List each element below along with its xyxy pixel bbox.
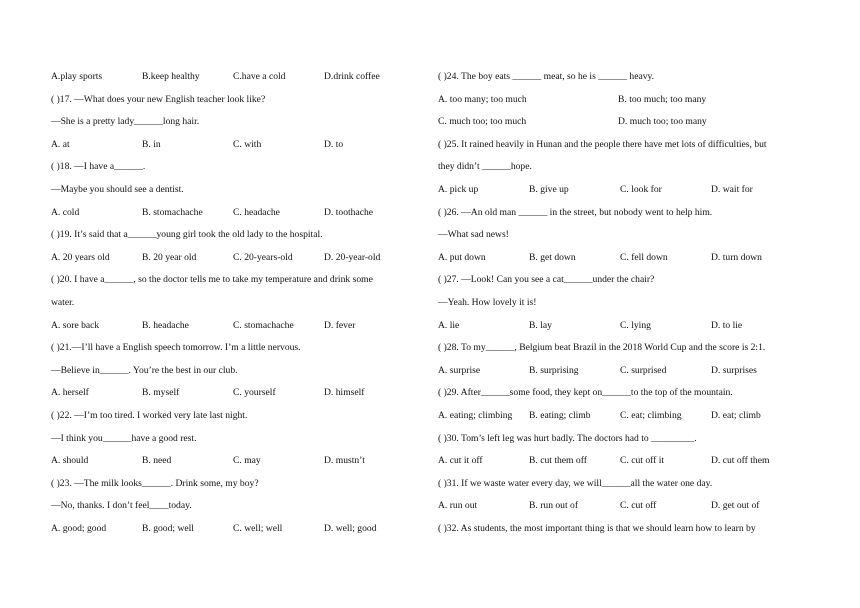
options-row <box>438 247 810 270</box>
question-line <box>438 382 810 405</box>
options-row <box>438 450 810 473</box>
answer-option: D. to <box>324 138 344 150</box>
answer-option: C. cut off <box>620 500 657 512</box>
line-text: ( )25. It rained heavily in Hunan and the people there have met lots of difficulties, but <box>438 138 767 150</box>
answer-option: B.keep healthy <box>142 71 200 82</box>
line-text: water. <box>51 296 75 308</box>
line-text: ( )19. It’s said that a______young girl took the old lady to the hospital. <box>51 229 323 241</box>
options-row <box>51 247 426 270</box>
options-row <box>51 518 426 541</box>
answer-option: D. to lie <box>711 319 743 331</box>
answer-option: D. get out of <box>711 500 760 512</box>
answer-option: C. cut off it <box>620 455 665 467</box>
text-line <box>438 292 810 315</box>
answer-option: A. lie <box>438 319 460 331</box>
answer-option: A. surprise <box>438 364 481 376</box>
line-text: —No, thanks. I don’t feel____today. <box>51 500 192 512</box>
answer-option: D. much too; too many <box>618 116 707 128</box>
line-text: ( )21.—I’ll have a English speech tomorrow. I’m a little nervous. <box>51 342 301 354</box>
answer-option: D. eat; climb <box>711 409 761 421</box>
answer-option: D. surprises <box>711 364 757 376</box>
question-line <box>438 202 810 225</box>
line-text: —Yeah. How lovely it is! <box>438 296 537 308</box>
answer-option: A. pick up <box>438 183 479 195</box>
line-text: ( )17. —What does your new English teacher look like? <box>51 93 266 105</box>
text-line <box>438 156 810 179</box>
options-row <box>51 382 426 405</box>
answer-option: A. run out <box>438 500 478 512</box>
answer-option: C. look for <box>620 183 662 195</box>
answer-option: D. turn down <box>711 251 762 263</box>
question-line <box>438 518 810 541</box>
text-line <box>51 360 426 383</box>
line-text: —Maybe you should see a dentist. <box>51 183 184 195</box>
answer-option: B. good; well <box>142 522 194 534</box>
line-text: ( )27. —Look! Can you see a cat______under the chair? <box>438 274 655 286</box>
text-line <box>51 292 426 315</box>
question-line <box>51 405 426 428</box>
line-text: they didn’t ______hope. <box>438 161 532 173</box>
options-row <box>51 450 426 473</box>
answer-option: A. good; good <box>51 522 107 534</box>
options-row <box>438 405 810 428</box>
answer-option: D. 20-year-old <box>324 251 381 263</box>
answer-option: C. fell down <box>620 251 668 263</box>
answer-option: A. eating; climbing <box>438 409 513 421</box>
answer-option: B. give up <box>529 183 569 195</box>
options-row <box>438 89 810 112</box>
answer-option: C. much too; too much <box>438 116 527 128</box>
answer-option: B. surprising <box>529 364 579 376</box>
answer-option: A. cut it off <box>438 455 483 467</box>
answer-option: A. should <box>51 455 89 467</box>
answer-option: B. 20 year old <box>142 251 197 263</box>
line-text: ( )30. Tom’s left leg was hurt badly. The doctors had to _________. <box>438 432 697 444</box>
answer-option: C. 20-years-old <box>233 251 293 263</box>
line-text: ( )31. If we waste water every day, we will______all the water one day. <box>438 477 713 489</box>
question-line <box>51 89 426 112</box>
answer-option: A. at <box>51 138 70 150</box>
answer-option: A. 20 years old <box>51 251 110 263</box>
text-line <box>51 179 426 202</box>
answer-option: B. too much; too many <box>618 93 707 105</box>
answer-option: B. myself <box>142 387 180 399</box>
question-line <box>51 156 426 179</box>
answer-option: D. toothache <box>324 206 374 218</box>
line-text: —What sad news! <box>438 229 509 241</box>
question-line <box>438 66 810 89</box>
question-line <box>51 224 426 247</box>
options-row <box>438 360 810 383</box>
options-row <box>438 315 810 338</box>
line-text: ( )32. As students, the most important thing is that we should learn how to learn by <box>438 522 756 534</box>
answer-option: D.drink coffee <box>324 71 380 82</box>
answer-option: A. herself <box>51 387 89 399</box>
line-text: —I think you______have a good rest. <box>51 432 197 444</box>
answer-option: D. cut off them <box>711 455 770 467</box>
question-line <box>438 134 810 157</box>
answer-option: A. put down <box>438 251 486 263</box>
answer-option: B. lay <box>529 319 552 331</box>
question-line <box>438 337 810 360</box>
answer-option: C. stomachache <box>233 319 294 331</box>
options-row <box>51 134 426 157</box>
answer-option: D. mustn’t <box>324 455 365 467</box>
line-text: ( )22. —I’m too tired. I worked very late last night. <box>51 409 248 421</box>
answer-option: B. headache <box>142 319 189 331</box>
line-text: ( )20. I have a______, so the doctor tells me to take my temperature and drink some <box>51 274 373 286</box>
answer-option: C.have a cold <box>233 71 286 82</box>
options-row <box>438 179 810 202</box>
answer-option: D. himself <box>324 387 365 399</box>
answer-option: C. may <box>233 455 261 467</box>
answer-option: B. stomachache <box>142 206 203 218</box>
text-line <box>51 428 426 451</box>
options-row <box>51 202 426 225</box>
question-line <box>438 473 810 496</box>
answer-option: C. well; well <box>233 522 283 534</box>
line-text: ( )18. —I have a______. <box>51 161 146 173</box>
answer-option: B. in <box>142 138 161 150</box>
question-line <box>438 269 810 292</box>
line-text: ( )28. To my______, Belgium beat Brazil in the 2018 World Cup and the score is 2:1. <box>438 342 766 354</box>
question-line <box>51 473 426 496</box>
text-line <box>51 111 426 134</box>
answer-option: A.play sports <box>51 71 103 82</box>
answer-option: A. cold <box>51 206 80 218</box>
answer-option: A. sore back <box>51 319 100 331</box>
answer-option: B. need <box>142 455 172 467</box>
answer-option: D. fever <box>324 319 356 331</box>
answer-option: D. wait for <box>711 183 753 195</box>
line-text: —She is a pretty lady______long hair. <box>51 116 200 128</box>
answer-option: C. surprised <box>620 364 667 376</box>
answer-option: C. with <box>233 138 262 150</box>
text-line <box>438 224 810 247</box>
options-row <box>51 315 426 338</box>
line-text: —Believe in______. You’re the best in our club. <box>51 364 238 376</box>
question-line <box>438 428 810 451</box>
question-line <box>51 337 426 360</box>
text-line <box>51 495 426 518</box>
answer-option: C. lying <box>620 319 651 331</box>
answer-option: B. get down <box>529 251 576 263</box>
left-column <box>51 66 426 540</box>
answer-option: B. cut them off <box>529 455 587 467</box>
answer-option: D. well; good <box>324 522 377 534</box>
answer-option: A. too many; too much <box>438 93 527 105</box>
options-row <box>438 111 810 134</box>
line-text: ( )26. —An old man ______ in the street, but nobody went to help him. <box>438 206 713 218</box>
question-line <box>51 269 426 292</box>
options-row <box>438 495 810 518</box>
answer-option: C. yourself <box>233 387 276 399</box>
line-text: ( )23. —The milk looks______. Drink some, my boy? <box>51 477 259 489</box>
answer-option: B. run out of <box>529 500 579 512</box>
answer-option: C. headache <box>233 206 280 218</box>
answer-option: B. eating; climb <box>529 409 591 421</box>
right-column <box>438 66 810 540</box>
line-text: ( )24. The boy eats ______ meat, so he is ______ heavy. <box>438 71 655 82</box>
line-text: ( )29. After______some food, they kept on______to the top of the mountain. <box>438 387 733 399</box>
options-row <box>51 66 426 89</box>
answer-option: C. eat; climbing <box>620 409 682 421</box>
